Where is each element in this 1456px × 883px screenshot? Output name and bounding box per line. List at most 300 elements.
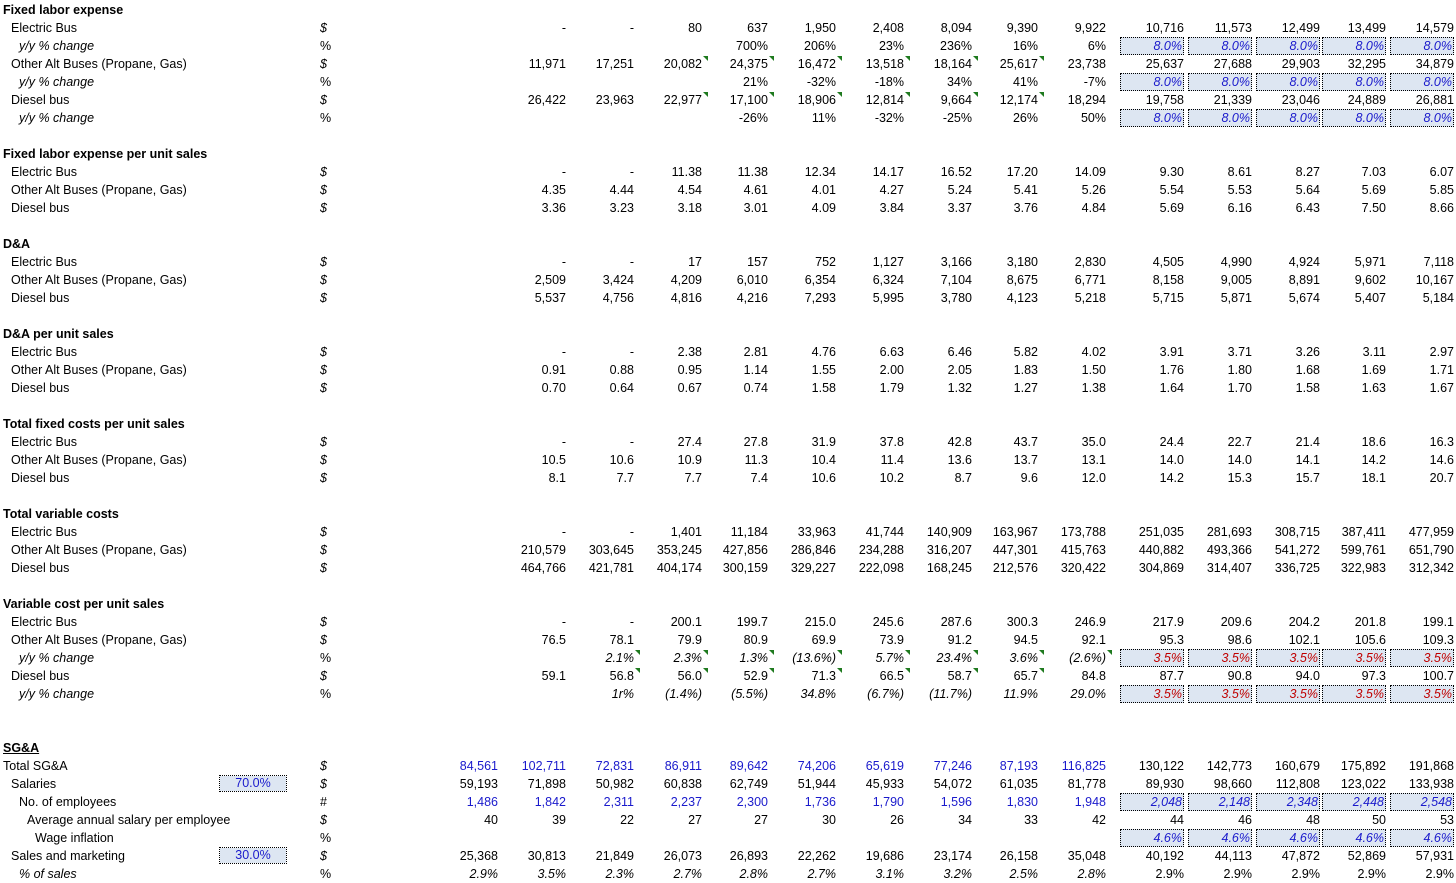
- value-cell[interactable]: 11,184: [730, 525, 768, 539]
- projection-cell[interactable]: 100.7: [1422, 669, 1454, 683]
- projection-cell[interactable]: 98,660: [1213, 777, 1252, 791]
- value-cell[interactable]: 2,509: [534, 273, 566, 287]
- value-cell[interactable]: -: [561, 615, 566, 629]
- projection-cell[interactable]: 130,122: [1138, 759, 1184, 773]
- value-cell[interactable]: 1,950: [804, 21, 836, 35]
- value-cell[interactable]: 23%: [878, 39, 904, 53]
- projection-cell[interactable]: 2.9%: [1155, 867, 1184, 881]
- projection-cell[interactable]: 8.0%: [1120, 73, 1184, 91]
- value-cell[interactable]: 66.5: [842, 667, 904, 685]
- value-cell[interactable]: 4.54: [677, 183, 702, 197]
- projection-cell[interactable]: 3.5%: [1120, 649, 1184, 667]
- value-cell[interactable]: 10.9: [677, 453, 702, 467]
- projection-cell[interactable]: 21.4: [1295, 435, 1320, 449]
- value-cell[interactable]: 168,245: [926, 561, 972, 575]
- value-cell[interactable]: 40: [484, 813, 498, 827]
- value-cell[interactable]: -: [561, 21, 566, 35]
- projection-cell[interactable]: 2,348: [1256, 793, 1320, 811]
- value-cell[interactable]: [504, 37, 566, 55]
- value-cell[interactable]: 25,617: [976, 55, 1038, 73]
- value-cell[interactable]: 23,738: [1067, 57, 1106, 71]
- value-cell[interactable]: 74,206: [797, 759, 836, 773]
- value-cell[interactable]: 1.27: [1013, 381, 1038, 395]
- value-cell[interactable]: 300.3: [1006, 615, 1038, 629]
- value-cell[interactable]: 86,911: [664, 759, 702, 773]
- projection-cell[interactable]: 5.64: [1295, 183, 1320, 197]
- value-cell[interactable]: 3.23: [609, 201, 634, 215]
- value-cell[interactable]: 33: [1024, 813, 1038, 827]
- value-cell[interactable]: [640, 829, 702, 847]
- value-cell[interactable]: 24,375: [706, 55, 768, 73]
- projection-cell[interactable]: 57,931: [1415, 849, 1454, 863]
- value-cell[interactable]: 210,579: [520, 543, 566, 557]
- projection-cell[interactable]: 6.07: [1429, 165, 1454, 179]
- value-cell[interactable]: 42: [1092, 813, 1106, 827]
- value-cell[interactable]: 140,909: [926, 525, 972, 539]
- value-cell[interactable]: -32%: [806, 75, 836, 89]
- value-cell[interactable]: 4.35: [541, 183, 566, 197]
- value-cell[interactable]: 45,933: [865, 777, 904, 791]
- section-header[interactable]: Variable cost per unit sales: [3, 597, 165, 611]
- value-cell[interactable]: 21%: [742, 75, 768, 89]
- section-header[interactable]: Fixed labor expense: [3, 3, 124, 17]
- value-cell[interactable]: 5.82: [1013, 345, 1038, 359]
- value-cell[interactable]: 5,218: [1074, 291, 1106, 305]
- row-label[interactable]: y/y % change: [19, 39, 95, 53]
- value-cell[interactable]: 300,159: [722, 561, 768, 575]
- value-cell[interactable]: 4.84: [1081, 201, 1106, 215]
- projection-cell[interactable]: 20.7: [1429, 471, 1454, 485]
- value-cell[interactable]: 71,898: [527, 777, 566, 791]
- value-cell[interactable]: 11,971: [528, 57, 566, 71]
- row-label[interactable]: Electric Bus: [11, 435, 77, 449]
- value-cell[interactable]: 212,576: [992, 561, 1038, 575]
- value-cell[interactable]: 16,472: [774, 55, 836, 73]
- row-label[interactable]: Other Alt Buses (Propane, Gas): [11, 57, 187, 71]
- projection-cell[interactable]: 599,761: [1340, 543, 1386, 557]
- projection-cell[interactable]: 18.6: [1361, 435, 1386, 449]
- projection-cell[interactable]: 8.0%: [1390, 109, 1454, 127]
- value-cell[interactable]: 26: [890, 813, 904, 827]
- value-cell[interactable]: 16%: [1012, 39, 1038, 53]
- value-cell[interactable]: 6.63: [879, 345, 904, 359]
- value-cell[interactable]: 56.8: [572, 667, 634, 685]
- value-cell[interactable]: 1.58: [811, 381, 836, 395]
- projection-cell[interactable]: 87.7: [1159, 669, 1184, 683]
- value-cell[interactable]: 13.7: [1013, 453, 1038, 467]
- value-cell[interactable]: 43.7: [1013, 435, 1038, 449]
- value-cell[interactable]: 236%: [940, 39, 972, 53]
- value-cell[interactable]: 1,948: [1074, 795, 1106, 809]
- value-cell[interactable]: 84,561: [459, 759, 498, 773]
- value-cell[interactable]: 80: [688, 21, 702, 35]
- projection-cell[interactable]: 48: [1306, 813, 1320, 827]
- value-cell[interactable]: 1,736: [804, 795, 836, 809]
- value-cell[interactable]: 4,216: [736, 291, 768, 305]
- value-cell[interactable]: 5,995: [872, 291, 904, 305]
- value-cell[interactable]: 92.1: [1081, 633, 1106, 647]
- projection-cell[interactable]: 1.71: [1429, 363, 1454, 377]
- value-cell[interactable]: 22: [620, 813, 634, 827]
- value-cell[interactable]: 215.0: [804, 615, 836, 629]
- value-cell[interactable]: [436, 829, 498, 847]
- projection-cell[interactable]: 5.85: [1429, 183, 1454, 197]
- projection-cell[interactable]: 109.3: [1422, 633, 1454, 647]
- value-cell[interactable]: 9,922: [1074, 21, 1106, 35]
- value-cell[interactable]: 4,123: [1006, 291, 1038, 305]
- projection-cell[interactable]: 281,693: [1206, 525, 1252, 539]
- value-cell[interactable]: [504, 109, 566, 127]
- projection-cell[interactable]: 1.67: [1429, 381, 1454, 395]
- value-cell[interactable]: 2.9%: [469, 867, 498, 881]
- value-cell[interactable]: [976, 829, 1038, 847]
- projection-cell[interactable]: 3.26: [1295, 345, 1320, 359]
- value-cell[interactable]: 69.9: [811, 633, 836, 647]
- projection-cell[interactable]: 8.0%: [1188, 109, 1252, 127]
- value-cell[interactable]: [640, 109, 702, 127]
- projection-cell[interactable]: 102.1: [1288, 633, 1320, 647]
- projection-cell[interactable]: 651,790: [1408, 543, 1454, 557]
- projection-cell[interactable]: 3.5%: [1390, 685, 1454, 703]
- value-cell[interactable]: 3.1%: [875, 867, 904, 881]
- section-header[interactable]: D&A: [3, 237, 31, 251]
- value-cell[interactable]: 7.4: [750, 471, 768, 485]
- row-label[interactable]: Diesel bus: [11, 471, 70, 485]
- value-cell[interactable]: 329,227: [790, 561, 836, 575]
- row-label[interactable]: Electric Bus: [11, 525, 77, 539]
- projection-cell[interactable]: 14.1: [1295, 453, 1320, 467]
- value-cell[interactable]: [640, 37, 702, 55]
- projection-cell[interactable]: 9.30: [1159, 165, 1184, 179]
- value-cell[interactable]: 286,846: [790, 543, 836, 557]
- value-cell[interactable]: 11.38: [737, 165, 768, 179]
- projection-cell[interactable]: 8.0%: [1322, 109, 1386, 127]
- value-cell[interactable]: 3.37: [947, 201, 972, 215]
- value-cell[interactable]: 4,756: [602, 291, 634, 305]
- value-cell[interactable]: 3.01: [743, 201, 768, 215]
- value-cell[interactable]: 81,778: [1067, 777, 1106, 791]
- projection-cell[interactable]: 387,411: [1341, 525, 1386, 539]
- value-cell[interactable]: 2,830: [1074, 255, 1106, 269]
- value-cell[interactable]: 89,642: [729, 759, 768, 773]
- value-cell[interactable]: 199.7: [736, 615, 768, 629]
- value-cell[interactable]: 76.5: [541, 633, 566, 647]
- projection-cell[interactable]: 8.0%: [1390, 73, 1454, 91]
- projection-cell[interactable]: 322,983: [1340, 561, 1386, 575]
- value-cell[interactable]: 34%: [946, 75, 972, 89]
- value-cell[interactable]: 3,180: [1006, 255, 1038, 269]
- projection-cell[interactable]: 2.9%: [1357, 867, 1386, 881]
- value-cell[interactable]: [504, 73, 566, 91]
- value-cell[interactable]: 23,174: [933, 849, 972, 863]
- row-label[interactable]: Diesel bus: [11, 291, 70, 305]
- projection-cell[interactable]: 14.0: [1227, 453, 1252, 467]
- value-cell[interactable]: 4.44: [609, 183, 634, 197]
- value-cell[interactable]: 42.8: [947, 435, 972, 449]
- projection-cell[interactable]: 4,990: [1220, 255, 1252, 269]
- value-cell[interactable]: 1,486: [466, 795, 498, 809]
- value-cell[interactable]: 6.46: [947, 345, 972, 359]
- projection-cell[interactable]: 160,679: [1274, 759, 1320, 773]
- value-cell[interactable]: 8,675: [1006, 273, 1038, 287]
- value-cell[interactable]: 0.95: [677, 363, 702, 377]
- value-cell[interactable]: 10.2: [879, 471, 904, 485]
- projection-cell[interactable]: 4.6%: [1390, 829, 1454, 847]
- projection-cell[interactable]: 5,971: [1354, 255, 1386, 269]
- value-cell[interactable]: 5.24: [947, 183, 972, 197]
- value-cell[interactable]: 2,237: [670, 795, 702, 809]
- value-cell[interactable]: 87,193: [999, 759, 1038, 773]
- projection-cell[interactable]: 47,872: [1281, 849, 1320, 863]
- value-cell[interactable]: 11.3: [744, 453, 768, 467]
- value-cell[interactable]: 26%: [1012, 111, 1038, 125]
- value-cell[interactable]: 4.27: [879, 183, 904, 197]
- value-cell[interactable]: -: [629, 435, 634, 449]
- projection-cell[interactable]: 314,407: [1206, 561, 1252, 575]
- value-cell[interactable]: 5.7%: [842, 649, 904, 667]
- value-cell[interactable]: 173,788: [1060, 525, 1106, 539]
- projection-cell[interactable]: 8.0%: [1188, 73, 1252, 91]
- value-cell[interactable]: 18,906: [774, 91, 836, 109]
- projection-cell[interactable]: 22.7: [1227, 435, 1252, 449]
- value-cell[interactable]: [572, 37, 634, 55]
- value-cell[interactable]: -: [629, 255, 634, 269]
- value-cell[interactable]: -: [561, 345, 566, 359]
- projection-cell[interactable]: 1.63: [1361, 381, 1386, 395]
- projection-cell[interactable]: 5.53: [1227, 183, 1252, 197]
- projection-cell[interactable]: 204.2: [1288, 615, 1320, 629]
- value-cell[interactable]: 2,300: [736, 795, 768, 809]
- value-cell[interactable]: (5.5%): [731, 687, 768, 701]
- value-cell[interactable]: 2.8%: [739, 867, 768, 881]
- value-cell[interactable]: 2.5%: [1009, 867, 1038, 881]
- projection-cell[interactable]: 5.69: [1159, 201, 1184, 215]
- value-cell[interactable]: 65.7: [976, 667, 1038, 685]
- projection-cell[interactable]: 94.0: [1295, 669, 1320, 683]
- projection-cell[interactable]: 3.5%: [1256, 649, 1320, 667]
- value-cell[interactable]: [1044, 829, 1106, 847]
- value-cell[interactable]: 80.9: [743, 633, 768, 647]
- value-cell[interactable]: 23,963: [595, 93, 634, 107]
- projection-cell[interactable]: 8.0%: [1120, 37, 1184, 55]
- projection-cell[interactable]: 8,158: [1152, 273, 1184, 287]
- value-cell[interactable]: 10.6: [609, 453, 634, 467]
- projection-cell[interactable]: 8.0%: [1188, 37, 1252, 55]
- projection-cell[interactable]: 2.9%: [1291, 867, 1320, 881]
- value-cell[interactable]: 19,686: [865, 849, 904, 863]
- value-cell[interactable]: 30: [822, 813, 836, 827]
- projection-cell[interactable]: 477,959: [1408, 525, 1454, 539]
- projection-cell[interactable]: 6.43: [1295, 201, 1320, 215]
- value-cell[interactable]: -: [629, 21, 634, 35]
- value-cell[interactable]: -26%: [738, 111, 768, 125]
- value-cell[interactable]: 4,816: [670, 291, 702, 305]
- projection-cell[interactable]: 26,881: [1415, 93, 1454, 107]
- projection-cell[interactable]: 95.3: [1159, 633, 1184, 647]
- projection-cell[interactable]: 8.66: [1429, 201, 1454, 215]
- value-cell[interactable]: [910, 829, 972, 847]
- value-cell[interactable]: 56.0: [640, 667, 702, 685]
- projection-cell[interactable]: 8.0%: [1256, 37, 1320, 55]
- value-cell[interactable]: 71.3: [774, 667, 836, 685]
- value-cell[interactable]: 8.1: [548, 471, 566, 485]
- projection-cell[interactable]: 1.58: [1295, 381, 1320, 395]
- projection-cell[interactable]: 3.5%: [1120, 685, 1184, 703]
- value-cell[interactable]: 6,354: [804, 273, 836, 287]
- value-cell[interactable]: 9,390: [1006, 21, 1038, 35]
- row-label[interactable]: Diesel bus: [11, 201, 70, 215]
- projection-cell[interactable]: 217.9: [1152, 615, 1184, 629]
- value-cell[interactable]: 1.3%: [706, 649, 768, 667]
- projection-cell[interactable]: 209.6: [1220, 615, 1252, 629]
- projection-cell[interactable]: 50: [1372, 813, 1386, 827]
- value-cell[interactable]: 0.64: [609, 381, 634, 395]
- value-cell[interactable]: 77,246: [933, 759, 972, 773]
- projection-cell[interactable]: 2,048: [1120, 793, 1184, 811]
- value-cell[interactable]: 10.6: [811, 471, 836, 485]
- projection-cell[interactable]: 16.3: [1429, 435, 1454, 449]
- value-cell[interactable]: 51,944: [797, 777, 836, 791]
- projection-cell[interactable]: 199.1: [1422, 615, 1454, 629]
- value-cell[interactable]: 4,209: [670, 273, 702, 287]
- value-cell[interactable]: 2.3%: [640, 649, 702, 667]
- projection-cell[interactable]: 27,688: [1213, 57, 1252, 71]
- projection-cell[interactable]: 336,725: [1274, 561, 1320, 575]
- projection-cell[interactable]: 4.6%: [1322, 829, 1386, 847]
- value-cell[interactable]: 23.4%: [910, 649, 972, 667]
- projection-cell[interactable]: 2.9%: [1425, 867, 1454, 881]
- projection-cell[interactable]: 18.1: [1361, 471, 1386, 485]
- value-cell[interactable]: 353,245: [656, 543, 702, 557]
- value-cell[interactable]: 18,164: [910, 55, 972, 73]
- value-cell[interactable]: 3.6%: [976, 649, 1038, 667]
- projection-cell[interactable]: 5.54: [1159, 183, 1184, 197]
- value-cell[interactable]: [572, 829, 634, 847]
- projection-cell[interactable]: 8.0%: [1390, 37, 1454, 55]
- row-label[interactable]: y/y % change: [19, 687, 95, 701]
- projection-cell[interactable]: 46: [1238, 813, 1252, 827]
- projection-cell[interactable]: 13,499: [1347, 21, 1386, 35]
- projection-cell[interactable]: 142,773: [1206, 759, 1252, 773]
- projection-cell[interactable]: 4,924: [1288, 255, 1320, 269]
- value-cell[interactable]: 2.1%: [572, 649, 634, 667]
- value-cell[interactable]: 58.7: [910, 667, 972, 685]
- projection-cell[interactable]: 5.69: [1361, 183, 1386, 197]
- value-cell[interactable]: 752: [815, 255, 836, 269]
- row-label[interactable]: Diesel bus: [11, 561, 70, 575]
- value-cell[interactable]: -32%: [874, 111, 904, 125]
- projection-cell[interactable]: 308,715: [1274, 525, 1320, 539]
- value-cell[interactable]: 7.7: [684, 471, 702, 485]
- value-cell[interactable]: 222,098: [858, 561, 904, 575]
- row-label[interactable]: Diesel bus: [11, 93, 70, 107]
- projection-cell[interactable]: 11,573: [1214, 21, 1252, 35]
- value-cell[interactable]: 2.00: [879, 363, 904, 377]
- value-cell[interactable]: 404,174: [656, 561, 702, 575]
- projection-cell[interactable]: 6.16: [1227, 201, 1252, 215]
- value-cell[interactable]: 17,251: [595, 57, 634, 71]
- value-cell[interactable]: 11.38: [671, 165, 702, 179]
- value-cell[interactable]: -: [629, 615, 634, 629]
- value-cell[interactable]: 1.38: [1081, 381, 1106, 395]
- value-cell[interactable]: 1,842: [534, 795, 566, 809]
- projection-cell[interactable]: 5,407: [1354, 291, 1386, 305]
- projection-cell[interactable]: 133,938: [1408, 777, 1454, 791]
- value-cell[interactable]: (11.7%): [929, 687, 972, 701]
- value-cell[interactable]: 464,766: [520, 561, 566, 575]
- value-cell[interactable]: 1,127: [872, 255, 904, 269]
- value-cell[interactable]: 2.38: [677, 345, 702, 359]
- value-cell[interactable]: 200.1: [670, 615, 702, 629]
- value-cell[interactable]: 2.8%: [1077, 867, 1106, 881]
- value-cell[interactable]: 54,072: [933, 777, 972, 791]
- assumption-input[interactable]: 30.0%: [220, 848, 286, 863]
- value-cell[interactable]: 116,825: [1061, 759, 1106, 773]
- value-cell[interactable]: 27.8: [743, 435, 768, 449]
- projection-cell[interactable]: 3.91: [1159, 345, 1184, 359]
- row-label[interactable]: Other Alt Buses (Propane, Gas): [11, 633, 187, 647]
- value-cell[interactable]: 29.0%: [1070, 687, 1106, 701]
- value-cell[interactable]: 27.4: [677, 435, 702, 449]
- projection-cell[interactable]: 15.3: [1227, 471, 1252, 485]
- projection-cell[interactable]: 8.0%: [1120, 109, 1184, 127]
- row-label[interactable]: Other Alt Buses (Propane, Gas): [11, 183, 187, 197]
- projection-cell[interactable]: 98.6: [1227, 633, 1252, 647]
- value-cell[interactable]: [774, 829, 836, 847]
- projection-cell[interactable]: 541,272: [1274, 543, 1320, 557]
- projection-cell[interactable]: 8.0%: [1322, 73, 1386, 91]
- value-cell[interactable]: 13,518: [842, 55, 904, 73]
- value-cell[interactable]: 6%: [1087, 39, 1106, 53]
- value-cell[interactable]: -: [561, 525, 566, 539]
- projection-cell[interactable]: 14.2: [1361, 453, 1386, 467]
- projection-cell[interactable]: 10,716: [1145, 21, 1184, 35]
- projection-cell[interactable]: 8,891: [1288, 273, 1320, 287]
- value-cell[interactable]: -: [629, 525, 634, 539]
- projection-cell[interactable]: 52,869: [1347, 849, 1386, 863]
- row-label[interactable]: y/y % change: [19, 75, 95, 89]
- value-cell[interactable]: 6,010: [736, 273, 768, 287]
- projection-cell[interactable]: 89,930: [1145, 777, 1184, 791]
- value-cell[interactable]: 10.4: [811, 453, 836, 467]
- value-cell[interactable]: 62,749: [729, 777, 768, 791]
- projection-cell[interactable]: 44,113: [1214, 849, 1252, 863]
- value-cell[interactable]: 39: [552, 813, 566, 827]
- value-cell[interactable]: [504, 649, 566, 667]
- value-cell[interactable]: 447,301: [992, 543, 1038, 557]
- projection-cell[interactable]: 19,758: [1145, 93, 1184, 107]
- value-cell[interactable]: 21,849: [595, 849, 634, 863]
- value-cell[interactable]: 1.55: [811, 363, 836, 377]
- projection-cell[interactable]: 251,035: [1138, 525, 1184, 539]
- projection-cell[interactable]: 12,499: [1281, 21, 1320, 35]
- value-cell[interactable]: (2.6%): [1044, 649, 1106, 667]
- projection-cell[interactable]: 1.68: [1295, 363, 1320, 377]
- value-cell[interactable]: 13.6: [947, 453, 972, 467]
- value-cell[interactable]: 13.1: [1081, 453, 1106, 467]
- value-cell[interactable]: -18%: [874, 75, 904, 89]
- section-header[interactable]: Fixed labor expense per unit sales: [3, 147, 208, 161]
- row-label[interactable]: % of sales: [19, 867, 77, 881]
- projection-cell[interactable]: 90.8: [1227, 669, 1252, 683]
- value-cell[interactable]: 316,207: [926, 543, 972, 557]
- section-header[interactable]: SG&A: [3, 741, 40, 755]
- value-cell[interactable]: (6.7%): [867, 687, 904, 701]
- projection-cell[interactable]: 5,674: [1288, 291, 1320, 305]
- value-cell[interactable]: -25%: [942, 111, 972, 125]
- value-cell[interactable]: 9,664: [910, 91, 972, 109]
- value-cell[interactable]: 3.2%: [943, 867, 972, 881]
